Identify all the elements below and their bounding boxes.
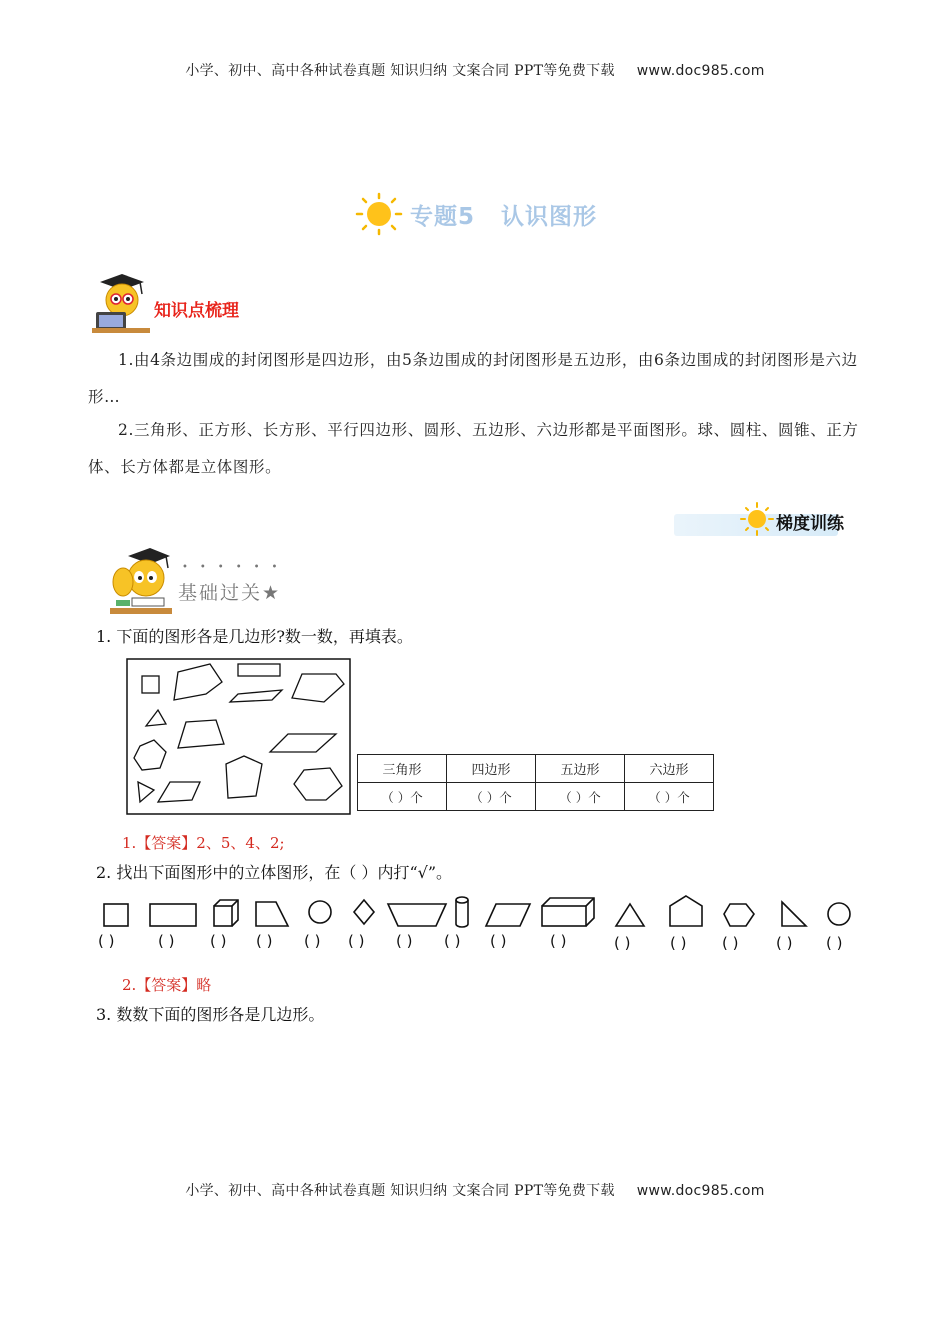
answer-paren[interactable]: ( ): [776, 934, 793, 952]
basic-level-label: 基础过关★: [178, 582, 282, 604]
table-header: 四边形: [447, 755, 536, 783]
table-cell[interactable]: （ ）个: [447, 783, 536, 811]
answer-paren[interactable]: ( ): [550, 932, 567, 950]
answer-paren[interactable]: ( ): [444, 932, 461, 950]
table-cell[interactable]: （ ）个: [358, 783, 447, 811]
answer-paren[interactable]: ( ): [490, 932, 507, 950]
answer-paren[interactable]: ( ): [158, 932, 175, 950]
knowledge-paragraph-2: 2.三角形、正方形、长方形、平行四边形、圆形、五边形、六边形都是平面图形。球、圆柱、圆锥、正方体、长方体都是立体图形。: [88, 421, 859, 476]
title-text: 专题5 认识图形: [410, 203, 598, 230]
polygon-figure-box: [126, 658, 352, 816]
page-header: [0, 60, 950, 80]
sun-icon: [740, 502, 774, 536]
decorative-dots: ••••••: [182, 562, 290, 573]
sun-icon: [353, 192, 405, 236]
knowledge-label: 知识点梳理: [154, 301, 239, 321]
answer-paren[interactable]: ( ): [396, 932, 413, 950]
table-cell[interactable]: （ ）个: [536, 783, 625, 811]
answer-paren[interactable]: ( ): [670, 934, 687, 952]
training-label: 梯度训练: [776, 514, 844, 534]
footer-url: www.doc985.com: [636, 1183, 765, 1199]
page-footer: [0, 1180, 950, 1200]
header-url: www.doc985.com: [636, 63, 765, 79]
answer-2: 2.【答案】略: [122, 976, 212, 994]
page-title: [0, 192, 950, 236]
question-1: 1. 下面的图形各是几边形?数一数，再填表。: [96, 627, 413, 646]
mascot-computer-icon: [92, 268, 152, 334]
answer-paren[interactable]: ( ): [256, 932, 273, 950]
table-header: 五边形: [536, 755, 625, 783]
footer-text: 小学、初中、高中各种试卷真题 知识归纳 文案合同 PPT等免费下载: [185, 1183, 615, 1199]
knowledge-paragraph-1: 1.由4条边围成的封闭图形是四边形，由5条边围成的封闭图形是五边形，由6条边围成的封闭图形是六边形…: [88, 351, 858, 406]
shapes-row: [96, 890, 860, 930]
answer-paren[interactable]: ( ): [348, 932, 365, 950]
question-2: 2. 找出下面图形中的立体图形，在（ ）内打“√”。: [96, 863, 452, 882]
mascot-reading-icon: [108, 546, 174, 616]
answer-1: 1.【答案】2、5、4、2;: [122, 834, 285, 852]
answer-paren[interactable]: ( ): [98, 932, 115, 950]
answer-paren[interactable]: ( ): [826, 934, 843, 952]
polygon-count-table: [357, 754, 714, 811]
table-cell[interactable]: （ ）个: [625, 783, 714, 811]
table-header: 六边形: [625, 755, 714, 783]
answer-paren[interactable]: ( ): [614, 934, 631, 952]
question-3: 3. 数数下面的图形各是几边形。: [96, 1005, 325, 1024]
answer-paren[interactable]: ( ): [304, 932, 321, 950]
header-text: 小学、初中、高中各种试卷真题 知识归纳 文案合同 PPT等免费下载: [185, 63, 615, 79]
answer-paren[interactable]: ( ): [210, 932, 227, 950]
answer-paren[interactable]: ( ): [722, 934, 739, 952]
table-header: 三角形: [358, 755, 447, 783]
